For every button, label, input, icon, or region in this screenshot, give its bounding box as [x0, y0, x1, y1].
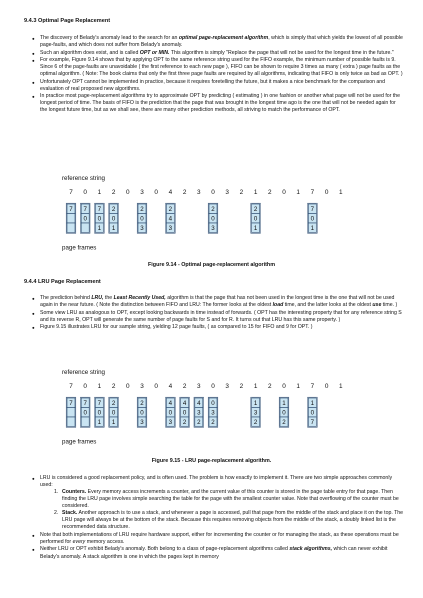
text-run: The prediction behind: [40, 295, 92, 301]
text-run: Figure 9.15 illustrates LRU for our sample string, yielding 12 page faults, ( as compared to 15 for FIFO and 9 for OPT. ): [40, 324, 313, 331]
text-run: time, and the latter looks at the oldest: [283, 302, 373, 309]
frame-value: 0: [310, 409, 315, 417]
text-run: which can never exhibit Belady's anomaly. A stack algorithm is one in which the pages kept in memory: [40, 546, 388, 560]
reference-string-value: 3: [225, 189, 229, 196]
bullet-item: [32, 35, 404, 49]
reference-string-label: reference string: [62, 369, 105, 376]
reference-string-value: 1: [296, 383, 300, 390]
frame-value: 0: [83, 409, 87, 417]
reference-string-value: 1: [253, 383, 258, 390]
text-run: OPT or MIN.: [139, 49, 170, 56]
text-run: Some view LRU as analogous to OPT, except looking backwards in time instead of forwards. ( OPT has the interesting property that for any reference string S and its reverse R, OPT will generate the same number of page faults for S and for R. It turns out that LRU has this same property. ): [40, 309, 402, 323]
frame-value: 7: [69, 400, 73, 407]
text-run: Another approach is to use a stack, and whenever a page is accessed, pull that page from the middle of the stack and place it on the top. The LRU page will always be at the bottom of the stack. Because this requires removing objects from the middle of the stack, a doubly linked list is the recommended data structure.: [62, 510, 404, 531]
text-run: For example, Figure 9.14 shows that by applying OPT to the same reference string used for the FIFO example, the minimum number of possible faults is 9. Since 6 of the page-faults are unavoidable ( the first reference to each new page ), FIFO can be shown to require 3 times as many ( extra ) page faults as the optimal algorithm. ( Note: The book claims that only the first three page faults are required by all algorithms, indicating that FIFO is only twice as bad as OPT. ): [40, 57, 403, 78]
frame-value: 3: [168, 419, 173, 426]
reference-string-value: 2: [239, 383, 244, 390]
frame-column: [180, 397, 190, 427]
frame-value: 2: [140, 206, 144, 213]
page-frames-label: page frames: [62, 438, 97, 446]
frame-value: 0: [253, 215, 258, 223]
bullet-item: [32, 532, 404, 546]
reference-string-label: reference string: [62, 175, 105, 182]
frame-value: 7: [310, 206, 315, 213]
frame-value: 0: [140, 409, 144, 417]
reference-string-value: 0: [324, 383, 329, 390]
frame-column: [194, 397, 204, 427]
figure-9-14-diagram: [0, 170, 423, 260]
frame-cell: [67, 408, 75, 418]
frame-value: 2: [182, 419, 187, 426]
frame-value: 4: [182, 400, 187, 407]
reference-string-value: 1: [97, 383, 102, 390]
text-run: The discovery of Belady's anomaly lead to the search for an: [40, 35, 179, 41]
text-run: load: [272, 302, 284, 309]
reference-string-value: 3: [197, 189, 201, 196]
frame-value: 7: [83, 400, 87, 407]
reference-string-value: 2: [182, 383, 187, 390]
lru-implementation-list: [32, 475, 404, 561]
text-run: In practice most page-replacement algorithms try to approximate OPT by predicting ( estimating ) in one fashion or another what page will not be used for the longest period of time. The basis of FIFO is the prediction that the page that was brought in the longest time ago is the one that will not be needed again for the longest future time, but as we shall see, there are many other prediction methods, all striving to match the performance of OPT.: [40, 93, 401, 114]
frame-cell: [67, 214, 75, 224]
text-run: Note that both implementations of LRU require hardware support, either for incrementing the counter or for managing the stack, as these operations must be performed for: [40, 531, 399, 545]
opt-bullet-list: [32, 35, 404, 115]
reference-string-value: 1: [339, 189, 343, 196]
frame-value: 3: [140, 419, 144, 426]
frame-value: 0: [97, 409, 102, 417]
reference-string-value: 0: [126, 383, 130, 390]
text-run: , which is simply that which yields the lowest of all possible page-faults, and which does not suffer from Belady's anomaly.: [40, 35, 403, 49]
bullet-item: [32, 324, 404, 331]
frame-value: 3: [253, 409, 258, 417]
frame-column: [80, 203, 90, 233]
frame-column: [95, 397, 105, 427]
frame-value: 2: [253, 206, 258, 213]
text-run: optimal page-replacement algorithm: [178, 35, 269, 41]
frame-value: 2: [111, 206, 116, 213]
frame-value: 1: [310, 400, 315, 407]
frame-column: [137, 397, 147, 427]
frame-column: [66, 203, 76, 233]
frame-value: 2: [197, 419, 201, 426]
frame-value: 7: [69, 206, 73, 213]
figure-9-15-caption: Figure 9.15 - LRU page-replacement algorithm.: [151, 458, 272, 464]
text-run: the: [103, 295, 114, 301]
frame-cell: [67, 223, 75, 233]
bullet-item: [32, 310, 404, 324]
reference-string-value: 1: [253, 189, 258, 196]
frame-value: 7: [83, 206, 87, 213]
bullet-item: [32, 57, 404, 78]
frame-value: 0: [111, 409, 116, 417]
frame-value: 0: [211, 215, 215, 223]
reference-string-value: 7: [69, 189, 73, 196]
frame-column: [109, 203, 119, 233]
bullet-item: [32, 295, 404, 309]
frame-column: [109, 397, 119, 427]
text-run: Stack.: [62, 510, 78, 517]
frame-value: 4: [197, 400, 201, 407]
frame-column: [251, 397, 261, 427]
item-number: 2.: [54, 510, 59, 517]
text-run: LRU is considered a good replacement policy, and is often used. The problem is how exactly to implement it. There are two simple approaches commonly used:: [40, 475, 393, 489]
text-run: every: [72, 538, 86, 545]
reference-string-value: 0: [126, 189, 130, 196]
frame-value: 0: [282, 409, 286, 417]
reference-string-value: 7: [69, 383, 73, 390]
frame-value: 0: [97, 215, 102, 223]
text-run: Counters.: [62, 489, 87, 496]
frame-value: 1: [97, 225, 102, 232]
reference-string-value: 1: [296, 189, 300, 196]
frame-column: [166, 203, 176, 233]
text-run: This algorithm is simply "Replace the page that will not be used for the longest time in the future.": [169, 49, 394, 56]
frame-cell: [81, 223, 89, 233]
frame-value: 1: [111, 225, 116, 232]
frame-value: 0: [111, 215, 116, 223]
numbered-item: [54, 510, 404, 531]
frame-cell: [67, 417, 75, 427]
frame-value: 1: [111, 419, 116, 426]
frame-value: 2: [211, 206, 215, 213]
frame-column: [80, 397, 90, 427]
item-number: 1.: [54, 489, 59, 496]
frame-value: 0: [140, 215, 144, 223]
reference-string-value: 0: [83, 383, 87, 390]
reference-string-value: 0: [154, 189, 158, 196]
bullet-item: [32, 546, 404, 560]
frame-value: 2: [282, 419, 286, 426]
reference-string-value: 0: [83, 189, 87, 196]
reference-string-value: 2: [239, 189, 244, 196]
figure-9-14-caption: Figure 9.14 - Optimal page-replacement algorithm: [147, 262, 275, 268]
frame-value: 0: [83, 215, 87, 223]
bullet-item: [32, 50, 404, 57]
reference-string-value: 2: [268, 189, 272, 196]
frame-column: [208, 397, 218, 427]
text-run: Unfortunately OPT cannot be implemented in practice, because it requires foretelling the future, but it makes a nice benchmark for the comparison and evaluation of real proposed new algorithms.: [40, 78, 386, 92]
frame-value: 1: [97, 419, 102, 426]
reference-string-value: 7: [310, 383, 315, 390]
reference-string-value: 0: [154, 383, 158, 390]
frame-value: 1: [310, 225, 315, 232]
reference-string-value: 2: [111, 189, 116, 196]
reference-string-value: 3: [225, 383, 229, 390]
frame-value: 2: [111, 400, 116, 407]
page-frames-label: page frames: [62, 244, 97, 252]
frame-value: 7: [310, 419, 315, 426]
reference-string-value: 3: [140, 383, 144, 390]
frame-value: 7: [97, 206, 102, 213]
reference-string-value: 2: [111, 383, 116, 390]
text-run: time. ): [381, 302, 398, 309]
text-run: use: [372, 302, 382, 309]
numbered-sublist: [54, 489, 404, 531]
lru-bullet-list: [32, 295, 404, 332]
text-run: stack algorithms,: [289, 546, 333, 553]
reference-string-value: 0: [282, 383, 286, 390]
text-run: Neither LRU or OPT exhibit Belady's anomaly. Both belong to a class of page-replacement algorithms called: [40, 546, 290, 553]
text-run: Every memory access increments a counter, and the current value of this counter is stored in the page table entry for that page. Then finding the LRU page involves simple searching the table for the page with the smallest counter value. Note that overflowing of the counter must be considered.: [62, 489, 399, 510]
frame-column: [137, 203, 147, 233]
frame-column: [308, 203, 318, 233]
reference-string-value: 2: [182, 189, 187, 196]
numbered-item: [54, 489, 404, 510]
section-heading-lru: 9.4.4 LRU Page Replacement: [24, 279, 101, 285]
bullet-item: [32, 79, 404, 93]
frame-value: 3: [197, 409, 201, 417]
frame-cell: [81, 417, 89, 427]
frame-column: [95, 203, 105, 233]
reference-string-value: 7: [310, 189, 315, 196]
reference-string-value: 4: [168, 383, 173, 390]
frame-value: 4: [168, 400, 173, 407]
reference-string-value: 0: [211, 189, 215, 196]
frame-column: [66, 397, 76, 427]
reference-string-value: 2: [268, 383, 272, 390]
frame-value: 2: [253, 419, 258, 426]
frame-column: [308, 397, 318, 427]
reference-string-value: 1: [339, 383, 343, 390]
section-heading-opt: 9.4.3 Optimal Page Replacement: [24, 18, 111, 24]
reference-string-value: 0: [211, 383, 215, 390]
frame-value: 0: [182, 409, 187, 417]
reference-string-value: 1: [97, 189, 102, 196]
frame-value: 1: [253, 400, 258, 407]
frame-value: 1: [282, 400, 286, 407]
text-run: Such an algorithm does exist, and is called: [40, 49, 140, 56]
text-run: LRU,: [91, 295, 104, 301]
frame-value: 2: [168, 206, 173, 213]
figure-9-15-diagram: [0, 364, 423, 454]
text-run: memory access.: [85, 538, 125, 545]
reference-string-value: 4: [168, 189, 173, 196]
frame-value: 1: [253, 225, 258, 232]
text-run: Least Recently Used,: [113, 295, 166, 301]
frame-value: 0: [168, 409, 173, 417]
frame-column: [279, 397, 289, 427]
frame-value: 3: [211, 409, 215, 417]
frame-value: 0: [310, 215, 315, 223]
frame-column: [251, 203, 261, 233]
reference-string-value: 3: [197, 383, 201, 390]
frame-value: 0: [211, 400, 215, 407]
frame-value: 3: [168, 225, 173, 232]
bullet-item: [32, 93, 404, 114]
reference-string-value: 0: [324, 189, 329, 196]
frame-column: [208, 203, 218, 233]
text-run: algorithm is that the page that has not been used in the longest time is the one that will not be used again in the near future. ( Note the distinction between FIFO and LRU: The former looks at the oldest: [40, 295, 395, 309]
frame-value: 3: [211, 225, 215, 232]
reference-string-value: 0: [282, 189, 286, 196]
frame-value: 2: [211, 419, 215, 426]
reference-string-value: 3: [140, 189, 144, 196]
bullet-item: [32, 475, 404, 531]
frame-value: 7: [97, 400, 102, 407]
frame-value: 4: [168, 215, 173, 223]
frame-column: [166, 397, 176, 427]
frame-value: 3: [140, 225, 144, 232]
frame-value: 2: [140, 400, 144, 407]
